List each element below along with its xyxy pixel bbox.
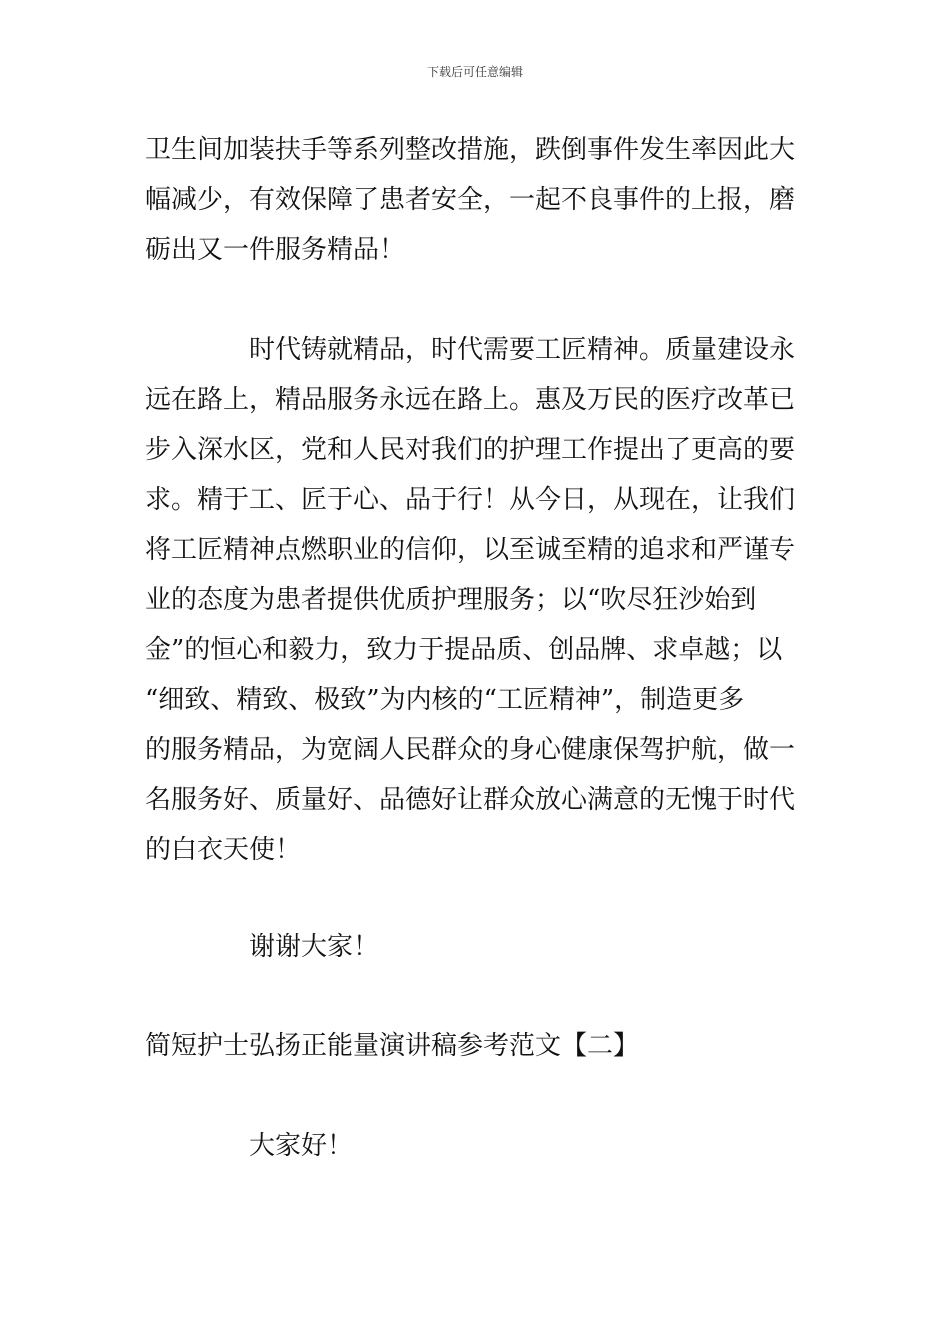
paragraph-line: 步入深水区，党和人民对我们的护理工作提出了更高的要 (145, 435, 796, 465)
page-header: 下载后可任意编辑 (426, 65, 523, 79)
paragraph-line: “细致、精致、极致”为内核的“工匠精神”，制造更多 (145, 685, 745, 715)
paragraph-line: 的服务精品，为宽阔人民群众的身心健康保驾护航，做一 (145, 735, 796, 765)
paragraph-line: 幅减少，有效保障了患者安全，一起不良事件的上报，磨 (145, 185, 796, 215)
paragraph-line: 将工匠精神点燃职业的信仰，以至诚至精的追求和严谨专 (145, 535, 796, 565)
paragraph-line: 的白衣天使！ (145, 835, 302, 865)
section-title: 简短护士弘扬正能量演讲稿参考范文【二】 (145, 1031, 640, 1061)
paragraph-line: 求。精于工、匠于心、品于行！从今日，从现在，让我们 (145, 485, 796, 515)
paragraph-line: 时代铸就精品，时代需要工匠精神。质量建设永 (249, 335, 796, 365)
paragraph-line: 名服务好、质量好、品德好让群众放心满意的无愧于时代 (145, 785, 796, 815)
paragraph-line: 业的态度为患者提供优质护理服务；以“吹尽狂沙始到 (145, 585, 757, 615)
paragraph-line: 金”的恒心和毅力，致力于提品质、创品牌、求卓越；以 (145, 635, 783, 665)
greeting-text: 大家好！ (249, 1131, 354, 1161)
paragraph-line: 砺出又一件服务精品！ (145, 235, 406, 265)
paragraph-line: 远在路上，精品服务永远在路上。惠及万民的医疗改革已 (145, 385, 796, 415)
paragraph-line: 卫生间加装扶手等系列整改措施，跌倒事件发生率因此大 (145, 135, 796, 165)
thanks-text: 谢谢大家！ (249, 932, 380, 962)
